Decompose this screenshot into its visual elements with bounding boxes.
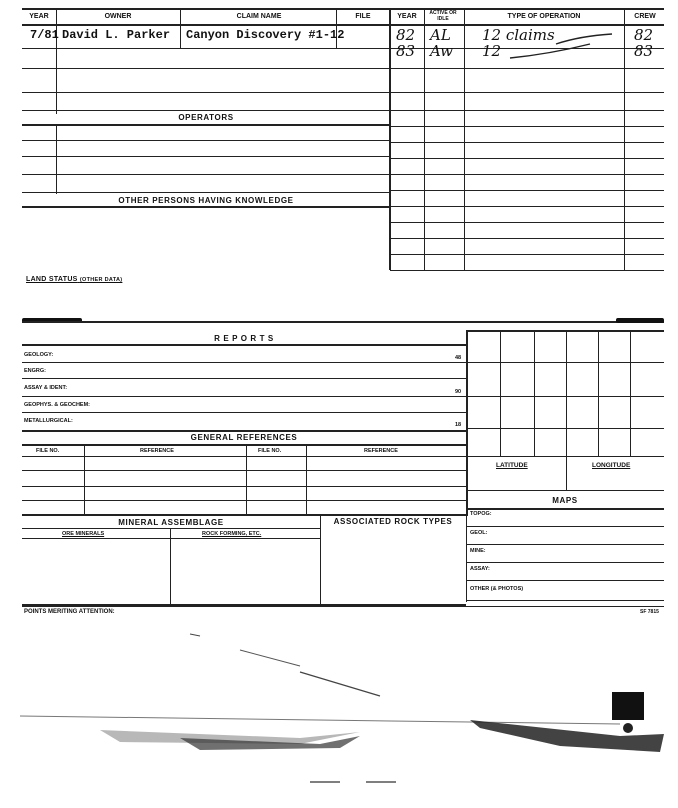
op-year-83: 83	[396, 42, 416, 60]
header-file: FILE	[355, 13, 371, 20]
land-status-heading	[26, 276, 122, 283]
rock-forming-label: ROCK FORMING, ETC.	[202, 531, 262, 537]
associated-rock-types-heading: ASSOCIATED ROCK TYPES	[333, 517, 453, 526]
map-topog: TOPOG:	[470, 511, 492, 517]
ref-file-no-1: FILE NO.	[36, 448, 60, 454]
header-type-operation: TYPE OF OPERATION	[507, 13, 581, 20]
map-mine: MINE:	[470, 548, 486, 554]
report-geology: GEOLOGY:	[24, 352, 54, 358]
reports-title: R E P O R T S	[214, 334, 274, 343]
map-other: OTHER (& PHOTOS)	[470, 586, 524, 592]
maps-heading: MAPS	[552, 496, 578, 505]
map-geol: GEOL:	[470, 530, 488, 536]
report-number-90: 90	[455, 389, 462, 395]
report-assay: ASSAY & IDENT:	[24, 385, 68, 391]
op-operation-12: 12	[482, 42, 502, 60]
longitude-label: LONGITUDE	[592, 462, 631, 469]
report-number-48: 48	[455, 355, 462, 361]
claim-owner: David L. Parker	[62, 28, 171, 42]
latitude-label: LATITUDE	[496, 462, 528, 469]
op-status-aw: Aw	[430, 42, 453, 60]
op-crew-83: 83	[634, 42, 654, 60]
handwritten-strokes	[470, 28, 650, 68]
general-references-heading: GENERAL REFERENCES	[190, 433, 298, 442]
ref-file-no-2: FILE NO.	[258, 448, 282, 454]
operators-heading: OPERATORS	[178, 113, 234, 122]
points-meriting-heading: POINTS MERITING ATTENTION:	[24, 609, 115, 615]
header-owner: OWNER	[104, 13, 132, 20]
land-status-sub: (OTHER DATA)	[79, 277, 123, 283]
ore-minerals-label: ORE MINERALS	[62, 531, 105, 537]
form-number: SF 7815	[640, 609, 659, 615]
header-crew: CREW	[634, 13, 656, 20]
op-operation-12-claims: 12 claims	[482, 26, 555, 44]
ref-reference-1: REFERENCE	[140, 448, 174, 454]
mineral-assemblage-heading: MINERAL ASSEMBLAGE	[118, 518, 224, 527]
header-claim-name: CLAIM NAME	[236, 13, 282, 20]
ref-reference-2: REFERENCE	[364, 448, 398, 454]
report-number-18: 18	[455, 422, 462, 428]
op-status-al: AL	[430, 26, 451, 44]
report-engrg: ENGRG:	[24, 368, 46, 374]
header-year-2: YEAR	[397, 13, 417, 20]
op-crew-82: 82	[634, 26, 654, 44]
claim-name: Canyon Discovery #1-12	[186, 28, 345, 42]
header-active-idle: ACTIVE OR IDLE	[429, 10, 457, 22]
land-status-label: LAND STATUS	[26, 276, 78, 283]
other-persons-heading: OTHER PERSONS HAVING KNOWLEDGE	[118, 196, 294, 205]
report-geophys: GEOPHYS. & GEOCHEM:	[24, 402, 91, 408]
report-metallurgical: METALLURGICAL:	[24, 418, 73, 424]
map-assay: ASSAY:	[470, 566, 490, 572]
scan-noise	[0, 620, 678, 808]
claim-date: 7/81	[30, 28, 59, 42]
header-year: YEAR	[29, 13, 49, 20]
op-year-82: 82	[396, 26, 416, 44]
